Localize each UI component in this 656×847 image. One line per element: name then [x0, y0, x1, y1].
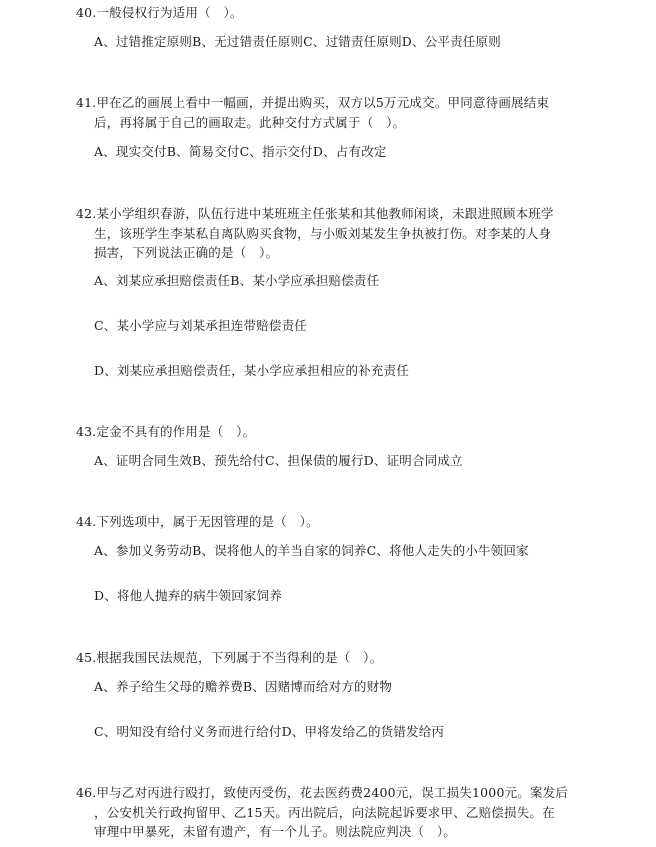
question-44-line-1: 44.下列选项中，属于无因管理的是（ ）。	[76, 514, 319, 529]
question-45-line-1: 45.根据我国民法规范，下列属于不当得利的是（ ）。	[76, 650, 383, 665]
question-41-option-line-1: A、现实交付B、简易交付C、指示交付D、占有改定	[94, 144, 387, 159]
question-42-line-3: 损害，下列说法正确的是（ ）。	[94, 245, 279, 260]
question-44-option-line-2: D、将他人抛弃的病牛领回家饲养	[94, 588, 283, 603]
question-40-line-1: 40.一般侵权行为适用（ ）。	[76, 5, 243, 20]
question-43-option-line-1: A、证明合同生效B、预先给付C、担保债的履行D、证明合同成立	[94, 453, 463, 468]
question-41-line-2: 后，再将属于自己的画取走。此种交付方式属于（ ）。	[94, 115, 406, 130]
question-43-line-1: 43.定金不具有的作用是（ ）。	[76, 424, 256, 439]
question-44-option-line-1: A、参加义务劳动B、误将他人的羊当自家的饲养C、将他人走失的小牛领回家	[94, 543, 529, 558]
question-46-line-2: ，公安机关行政拘留甲、乙15天。丙出院后，向法院起诉要求甲、乙赔偿损失。在	[94, 805, 555, 820]
question-46-line-3: 审理中甲暴死，未留有遗产，有一个儿子。则法院应判决（ ）。	[94, 824, 457, 839]
question-42-line-1: 42.某小学组织春游，队伍行进中某班班主任张某和其他教师闲谈，未跟进照顾本班学	[76, 206, 554, 221]
question-45-option-line-1: A、养子给生父母的赡养费B、因赌博而给对方的财物	[94, 679, 393, 694]
question-40-option-line-1: A、过错推定原则B、无过错责任原则C、过错责任原则D、公平责任原则	[94, 34, 501, 49]
question-42-option-line-1: A、刘某应承担赔偿责任B、某小学应承担赔偿责任	[94, 273, 380, 288]
question-46-line-1: 46.甲与乙对丙进行殴打，致使丙受伤，花去医药费2400元，误工损失1000元。案发后	[76, 785, 569, 800]
question-42-option-line-2: C、某小学应与刘某承担连带赔偿责任	[94, 318, 307, 333]
question-45-option-line-2: C、明知没有给付义务而进行给付D、甲将发给乙的货错发给丙	[94, 724, 445, 739]
question-42-option-line-3: D、刘某应承担赔偿责任，某小学应承担相应的补充责任	[94, 363, 410, 378]
question-41-line-1: 41.甲在乙的画展上看中一幅画，并提出购买，双方以5万元成交。甲同意待画展结束	[76, 95, 550, 110]
question-42-line-2: 生，该班学生李某私自离队购买食物，与小贩刘某发生争执被打伤。对李某的人身	[94, 226, 552, 241]
